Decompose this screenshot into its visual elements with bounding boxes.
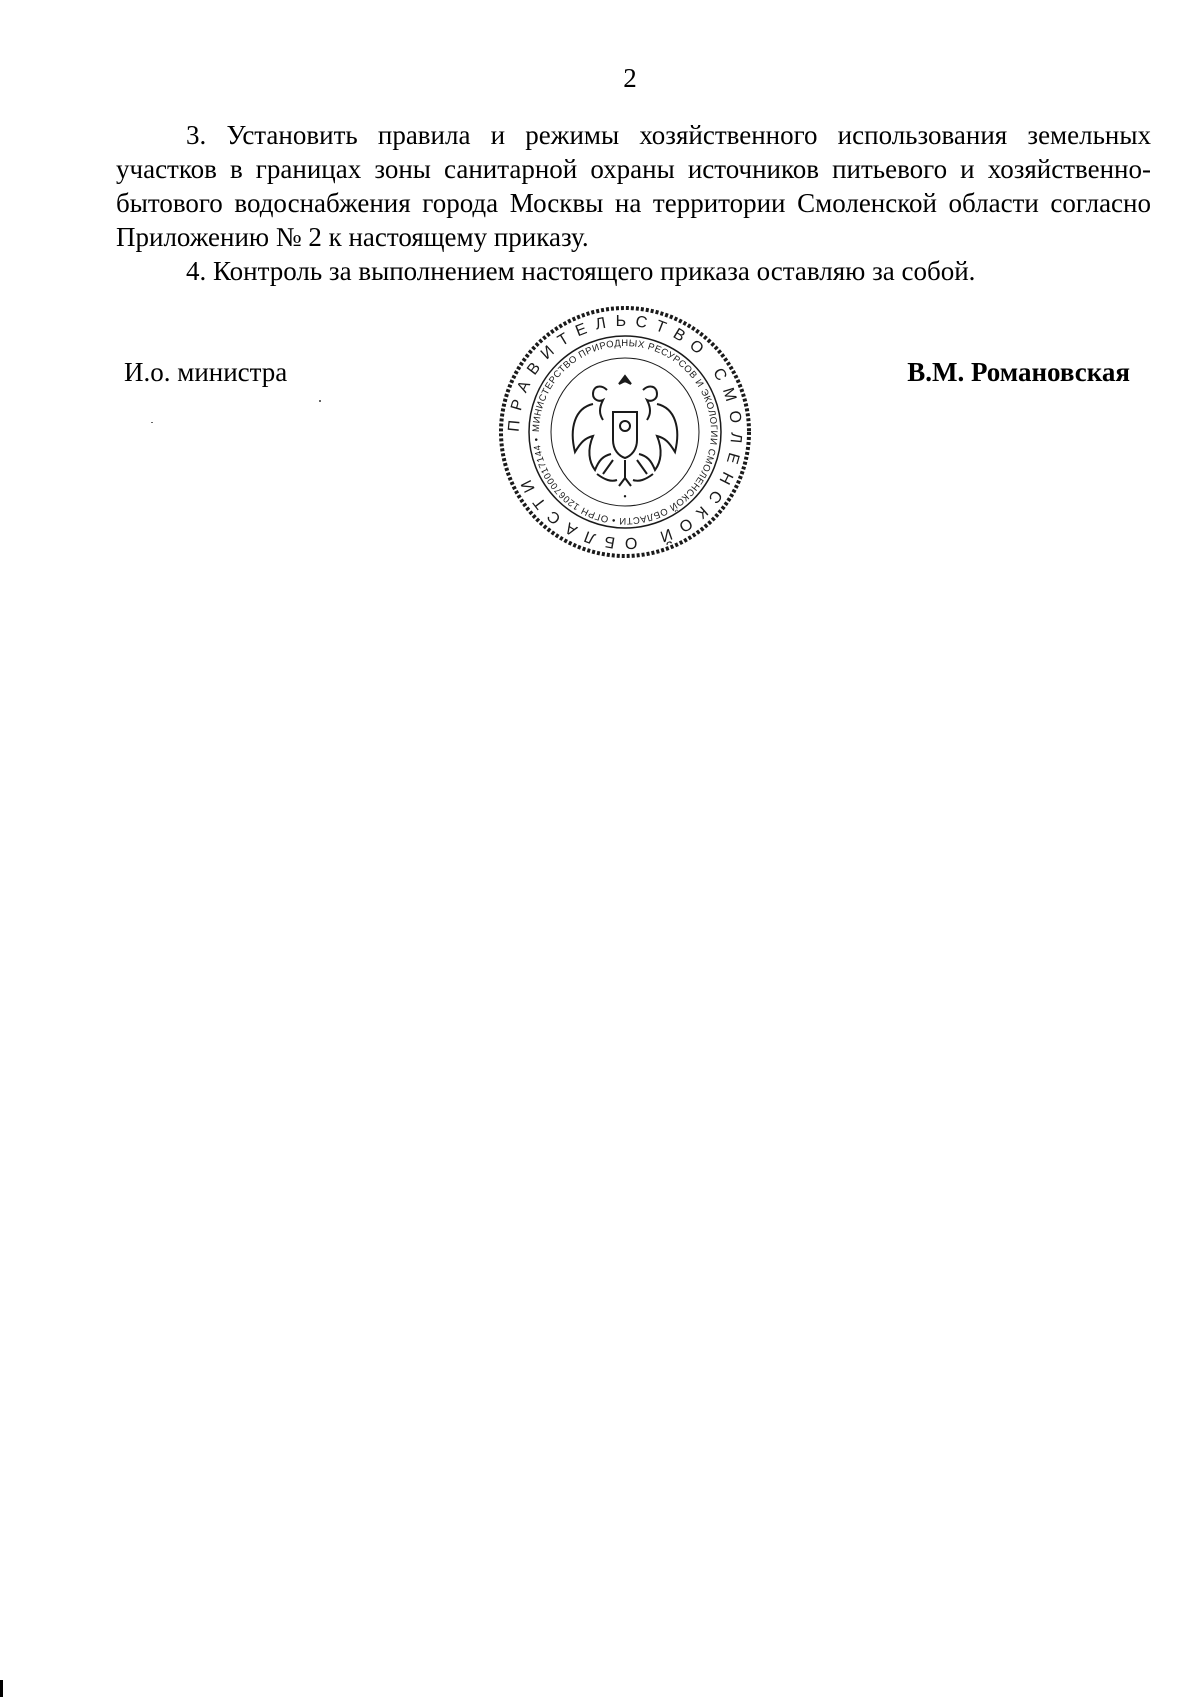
paragraph-3: 3. Установить правила и режимы хозяйственного использования земельных участков в границах зоны санитарной охраны источников питьевого и хозяйственно-бытового водоснабжения города Москвы на территории Смоленской области согласно Приложению № 2 к настоящему приказу.	[116, 120, 1151, 252]
paragraph-4: 4. Контроль за выполнением настоящего приказа оставляю за собой.	[186, 256, 976, 286]
coat-of-arms-eagle-icon	[573, 376, 678, 486]
page-number: 2	[623, 63, 637, 93]
seal-outer-text-path: ПРАВИТЕЛЬСТВО СМОЛЕНСКОЙ ОБЛАСТИ	[505, 312, 745, 552]
seal-center-dot: •	[623, 492, 627, 503]
signer-name: В.М. Романовская	[907, 357, 1130, 387]
official-seal	[497, 304, 753, 560]
scan-speck	[319, 400, 321, 402]
official-seal-graphic	[497, 304, 753, 560]
scan-edge-mark	[0, 1680, 3, 1697]
seal-inner-text-path: МИНИСТЕРСТВО ПРИРОДНЫХ РЕСУРСОВ И ЭКОЛОГИИ СМОЛЕНСКОЙ ОБЛАСТИ • ОГРН 1206700017144 •	[530, 337, 720, 527]
signer-position: И.о. министра	[124, 357, 288, 387]
scan-speck	[151, 422, 153, 423]
document-body	[116, 118, 1151, 288]
